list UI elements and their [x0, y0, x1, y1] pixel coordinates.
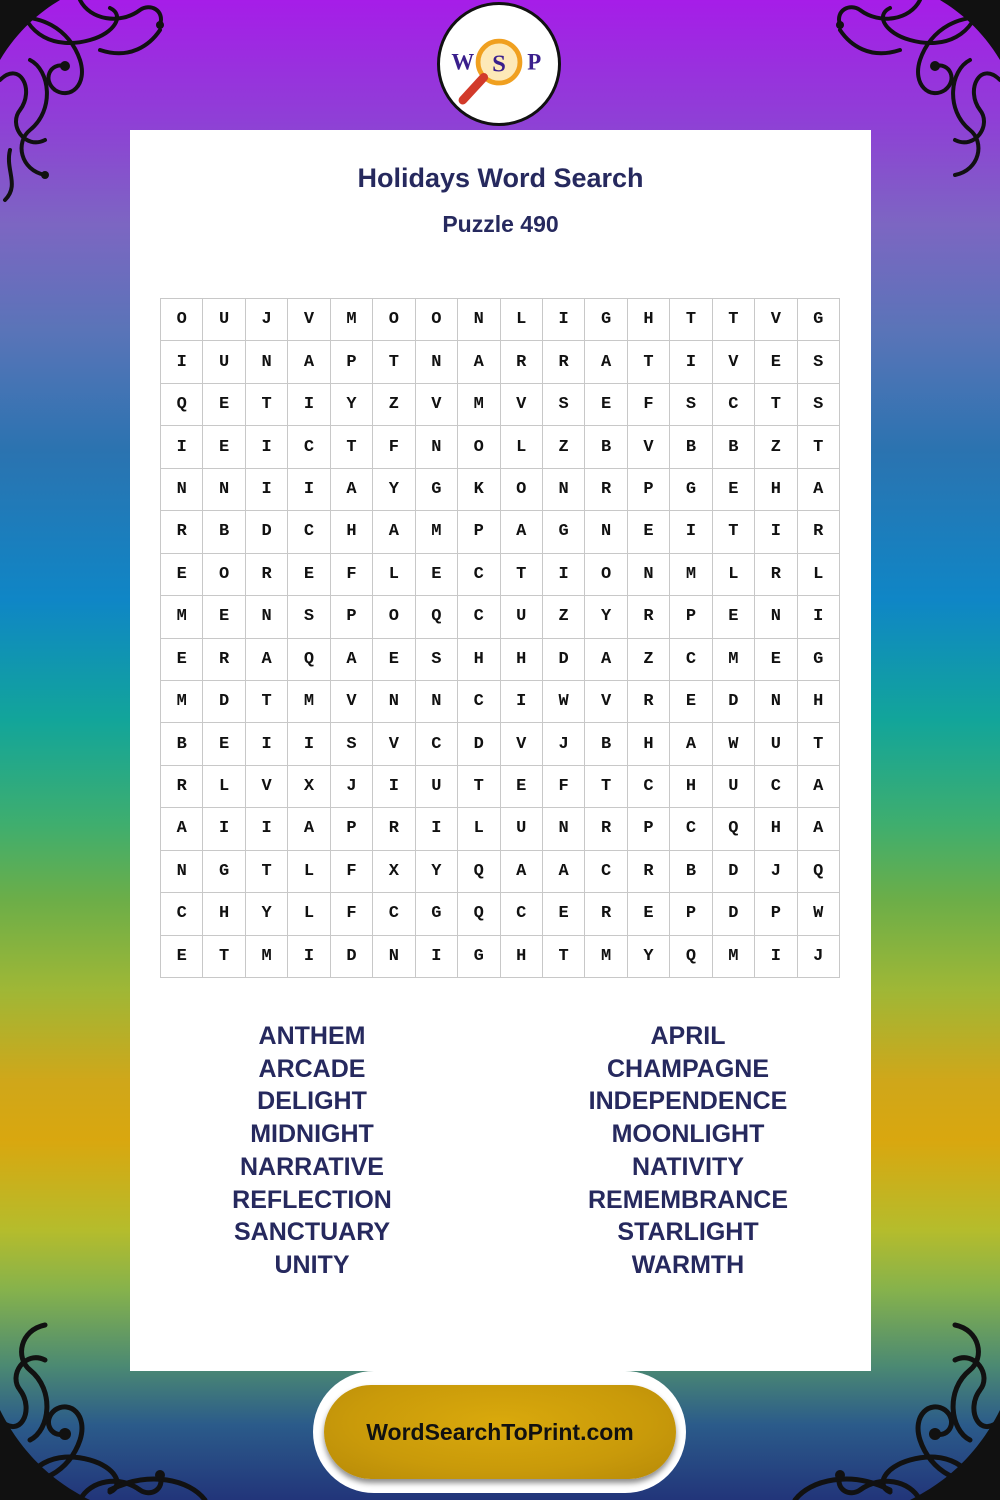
grid-cell[interactable]: E	[203, 596, 245, 638]
grid-cell[interactable]: L	[203, 766, 245, 808]
puzzle-title: Holidays Word Search	[357, 163, 644, 193]
grid-cell[interactable]: T	[713, 511, 755, 553]
grid-cell[interactable]: O	[203, 554, 245, 596]
grid-cell[interactable]: A	[161, 808, 203, 850]
grid-cell[interactable]: L	[288, 893, 330, 935]
grid-cell[interactable]: P	[628, 469, 670, 511]
grid-cell[interactable]: G	[585, 299, 627, 341]
grid-cell[interactable]: E	[203, 384, 245, 426]
grid-cell[interactable]: N	[373, 681, 415, 723]
grid-cell[interactable]: T	[331, 426, 373, 468]
grid-cell[interactable]: I	[246, 723, 288, 765]
grid-cell[interactable]: S	[288, 596, 330, 638]
grid-cell[interactable]: M	[713, 936, 755, 978]
grid-cell[interactable]: A	[501, 511, 543, 553]
grid-cell[interactable]: I	[246, 808, 288, 850]
grid-cell[interactable]: V	[246, 766, 288, 808]
grid-cell[interactable]: A	[458, 341, 500, 383]
grid-cell[interactable]: E	[755, 639, 797, 681]
grid-cell[interactable]: X	[288, 766, 330, 808]
grid-cell[interactable]: V	[331, 681, 373, 723]
grid-cell[interactable]: K	[458, 469, 500, 511]
grid-cell[interactable]: E	[543, 893, 585, 935]
magnifier-icon	[440, 5, 558, 123]
grid-cell[interactable]: V	[713, 341, 755, 383]
grid-cell[interactable]: V	[501, 384, 543, 426]
grid-cell[interactable]: L	[798, 554, 840, 596]
grid-cell[interactable]: Y	[246, 893, 288, 935]
grid-cell[interactable]: E	[670, 681, 712, 723]
grid-cell[interactable]: R	[373, 808, 415, 850]
grid-cell[interactable]: D	[543, 639, 585, 681]
grid-cell[interactable]: I	[288, 384, 330, 426]
grid-cell[interactable]: L	[501, 299, 543, 341]
grid-cell[interactable]: N	[416, 426, 458, 468]
grid-cell[interactable]: R	[246, 554, 288, 596]
grid-cell[interactable]: G	[458, 936, 500, 978]
grid-cell[interactable]: A	[543, 851, 585, 893]
grid-cell[interactable]: Y	[416, 851, 458, 893]
grid-cell[interactable]: S	[670, 384, 712, 426]
word-item: MIDNIGHT	[250, 1120, 374, 1149]
grid-cell[interactable]: G	[798, 639, 840, 681]
grid-cell[interactable]: T	[373, 341, 415, 383]
grid-cell[interactable]: V	[416, 384, 458, 426]
grid-cell[interactable]: T	[246, 384, 288, 426]
grid-cell[interactable]: E	[161, 554, 203, 596]
grid-cell[interactable]: Y	[585, 596, 627, 638]
grid-cell[interactable]: C	[458, 681, 500, 723]
grid-cell[interactable]: I	[501, 681, 543, 723]
grid-cell[interactable]: T	[203, 936, 245, 978]
grid-cell[interactable]: N	[416, 341, 458, 383]
grid-cell[interactable]: T	[670, 299, 712, 341]
grid-cell[interactable]: Е	[628, 893, 670, 935]
grid-cell[interactable]: C	[755, 766, 797, 808]
grid-cell[interactable]: C	[458, 554, 500, 596]
word-item: APRIL	[650, 1022, 726, 1050]
grid-cell[interactable]: D	[713, 681, 755, 723]
grid-cell[interactable]: Q	[670, 936, 712, 978]
grid-cell[interactable]: N	[585, 511, 627, 553]
grid-cell[interactable]: O	[416, 299, 458, 341]
grid-cell[interactable]: Z	[543, 426, 585, 468]
grid-cell[interactable]: E	[416, 554, 458, 596]
grid-cell[interactable]: M	[288, 681, 330, 723]
grid-cell[interactable]: W	[543, 681, 585, 723]
grid-cell[interactable]: E	[288, 554, 330, 596]
grid-cell[interactable]: D	[203, 681, 245, 723]
grid-cell[interactable]: F	[331, 851, 373, 893]
grid-cell[interactable]: M	[161, 596, 203, 638]
grid-cell[interactable]: B	[713, 426, 755, 468]
grid-cell[interactable]: N	[161, 851, 203, 893]
grid-cell[interactable]: Z	[373, 384, 415, 426]
grid-cell[interactable]: R	[628, 596, 670, 638]
grid-cell[interactable]: I	[755, 936, 797, 978]
grid-cell[interactable]: G	[670, 469, 712, 511]
grid-cell[interactable]: J	[798, 936, 840, 978]
grid-cell[interactable]: L	[458, 808, 500, 850]
grid-cell[interactable]: Q	[458, 851, 500, 893]
grid-cell[interactable]: H	[331, 511, 373, 553]
grid-cell[interactable]: I	[288, 469, 330, 511]
grid-cell[interactable]: P	[458, 511, 500, 553]
grid-cell[interactable]: N	[161, 469, 203, 511]
grid-cell[interactable]: H	[501, 936, 543, 978]
grid-cell[interactable]: I	[670, 341, 712, 383]
grid-cell[interactable]: C	[161, 893, 203, 935]
word-item: UNITY	[274, 1250, 350, 1279]
grid-cell[interactable]: U	[713, 766, 755, 808]
grid-cell[interactable]: F	[628, 384, 670, 426]
grid-cell[interactable]: M	[585, 936, 627, 978]
grid-cell[interactable]: E	[203, 426, 245, 468]
grid-cell[interactable]: F	[331, 554, 373, 596]
grid-cell[interactable]: D	[331, 936, 373, 978]
grid-cell[interactable]: D	[713, 893, 755, 935]
grid-cell[interactable]: A	[288, 341, 330, 383]
grid-cell[interactable]: F	[373, 426, 415, 468]
grid-cell[interactable]: C	[713, 384, 755, 426]
grid-cell[interactable]: V	[628, 426, 670, 468]
grid-cell[interactable]: D	[246, 511, 288, 553]
grid-cell[interactable]: A	[798, 469, 840, 511]
grid-cell[interactable]: E	[628, 511, 670, 553]
grid-cell[interactable]: E	[585, 384, 627, 426]
grid-cell[interactable]: T	[755, 384, 797, 426]
grid-cell[interactable]: E	[755, 341, 797, 383]
grid-cell[interactable]: T	[246, 681, 288, 723]
word-item: INDEPENDENCE	[588, 1087, 788, 1116]
grid-cell[interactable]: E	[713, 469, 755, 511]
grid-cell[interactable]: R	[161, 766, 203, 808]
grid-cell[interactable]: C	[585, 851, 627, 893]
puzzle-card	[130, 130, 871, 1371]
grid-cell[interactable]: N	[246, 596, 288, 638]
grid-cell[interactable]: Y	[373, 469, 415, 511]
grid-cell[interactable]: V	[373, 723, 415, 765]
grid-cell[interactable]: Q	[161, 384, 203, 426]
grid-cell[interactable]: T	[713, 299, 755, 341]
grid-cell[interactable]: A	[585, 341, 627, 383]
grid-cell[interactable]: O	[585, 554, 627, 596]
grid-cell[interactable]: S	[798, 341, 840, 383]
grid-cell[interactable]: I	[246, 426, 288, 468]
grid-cell[interactable]: O	[161, 299, 203, 341]
grid-cell[interactable]: T	[246, 851, 288, 893]
grid-cell[interactable]: A	[331, 639, 373, 681]
grid-cell[interactable]: R	[798, 511, 840, 553]
word-item: MOONLIGHT	[611, 1120, 765, 1149]
grid-cell[interactable]: A	[585, 639, 627, 681]
word-item: CHAMPAGNE	[606, 1054, 770, 1083]
grid-cell[interactable]: M	[416, 511, 458, 553]
grid-cell[interactable]: N	[755, 596, 797, 638]
grid-cell[interactable]: T	[543, 936, 585, 978]
grid-cell[interactable]: I	[246, 469, 288, 511]
grid-cell[interactable]: R	[628, 681, 670, 723]
grid-cell[interactable]: N	[628, 554, 670, 596]
grid-cell[interactable]: J	[543, 723, 585, 765]
grid-cell[interactable]: N	[373, 936, 415, 978]
grid-cell[interactable]: I	[373, 766, 415, 808]
grid-cell[interactable]: A	[798, 766, 840, 808]
grid-cell[interactable]: J	[246, 299, 288, 341]
grid-cell[interactable]: I	[543, 554, 585, 596]
grid-cell[interactable]: Q	[713, 808, 755, 850]
grid-cell[interactable]: A	[373, 511, 415, 553]
grid-cell[interactable]: A	[501, 851, 543, 893]
grid-cell[interactable]: U	[203, 341, 245, 383]
grid-cell[interactable]: R	[501, 341, 543, 383]
grid-cell[interactable]: C	[288, 426, 330, 468]
grid-cell[interactable]: I	[416, 808, 458, 850]
grid-cell[interactable]: N	[458, 299, 500, 341]
grid-cell[interactable]: O	[458, 426, 500, 468]
grid-cell[interactable]: U	[203, 299, 245, 341]
grid-cell[interactable]: L	[713, 554, 755, 596]
grid-cell[interactable]: O	[373, 596, 415, 638]
grid-cell[interactable]: Y	[331, 384, 373, 426]
grid-cell[interactable]: E	[501, 766, 543, 808]
grid-cell[interactable]: I	[161, 426, 203, 468]
logo-letter-p: P	[527, 49, 542, 75]
grid-cell[interactable]: J	[331, 766, 373, 808]
grid-cell[interactable]: S	[331, 723, 373, 765]
grid-cell[interactable]: T	[501, 554, 543, 596]
word-item: WARMTH	[631, 1250, 745, 1279]
grid-cell[interactable]: A	[246, 639, 288, 681]
grid-cell[interactable]: P	[755, 893, 797, 935]
grid-cell[interactable]: C	[373, 893, 415, 935]
grid-cell[interactable]: A	[288, 808, 330, 850]
grid-cell[interactable]: N	[755, 681, 797, 723]
grid-cell[interactable]: W	[798, 893, 840, 935]
grid-cell[interactable]: H	[755, 469, 797, 511]
grid-cell[interactable]: F	[331, 893, 373, 935]
grid-cell[interactable]: M	[331, 299, 373, 341]
grid-cell[interactable]: P	[670, 596, 712, 638]
word-item: STARLIGHT	[617, 1218, 759, 1247]
grid-cell[interactable]: P	[670, 893, 712, 935]
word-item: DELIGHT	[257, 1087, 367, 1116]
grid-cell[interactable]: T	[628, 341, 670, 383]
grid-cell[interactable]: I	[288, 936, 330, 978]
grid-cell[interactable]: L	[288, 851, 330, 893]
grid-cell[interactable]: D	[713, 851, 755, 893]
grid-cell[interactable]: G	[543, 511, 585, 553]
grid-cell[interactable]: X	[373, 851, 415, 893]
grid-cell[interactable]: G	[416, 893, 458, 935]
grid-cell[interactable]: A	[798, 808, 840, 850]
word-item: NARRATIVE	[240, 1152, 384, 1181]
grid-cell[interactable]: B	[585, 723, 627, 765]
grid-cell[interactable]: I	[798, 596, 840, 638]
grid-cell[interactable]: B	[161, 723, 203, 765]
grid-cell[interactable]: G	[798, 299, 840, 341]
grid-cell[interactable]: G	[203, 851, 245, 893]
grid-cell[interactable]: N	[543, 469, 585, 511]
grid-cell[interactable]: I	[670, 511, 712, 553]
grid-cell[interactable]: E	[713, 596, 755, 638]
grid-cell[interactable]: P	[331, 808, 373, 850]
grid-cell[interactable]: T	[798, 426, 840, 468]
word-item: NATIVITY	[631, 1152, 745, 1181]
grid-cell[interactable]: R	[161, 511, 203, 553]
grid-cell[interactable]: W	[713, 723, 755, 765]
grid-cell[interactable]: Y	[628, 936, 670, 978]
grid-cell[interactable]: R	[543, 341, 585, 383]
grid-cell[interactable]: T	[585, 766, 627, 808]
grid-cell[interactable]: E	[373, 639, 415, 681]
grid-cell[interactable]: H	[203, 893, 245, 935]
grid-cell[interactable]: S	[798, 384, 840, 426]
grid-cell[interactable]: Q	[798, 851, 840, 893]
grid-cell[interactable]: U	[501, 808, 543, 850]
grid-cell[interactable]: C	[458, 596, 500, 638]
word-item: REFLECTION	[232, 1185, 392, 1214]
puzzle-number: Puzzle 490	[442, 211, 559, 237]
grid-cell[interactable]: I	[416, 936, 458, 978]
grid-cell[interactable]: U	[755, 723, 797, 765]
grid-cell[interactable]: R	[755, 554, 797, 596]
word-list-left	[162, 1020, 462, 1282]
grid-cell[interactable]: O	[373, 299, 415, 341]
grid-cell[interactable]: M	[246, 936, 288, 978]
grid-cell[interactable]: F	[543, 766, 585, 808]
grid-cell[interactable]: E	[161, 936, 203, 978]
grid-cell[interactable]: L	[501, 426, 543, 468]
grid-cell[interactable]: N	[416, 681, 458, 723]
grid-cell[interactable]: R	[203, 639, 245, 681]
grid-cell[interactable]: Q	[458, 893, 500, 935]
grid-cell[interactable]: C	[501, 893, 543, 935]
grid-cell[interactable]: M	[713, 639, 755, 681]
grid-cell[interactable]: H	[798, 681, 840, 723]
word-list-right	[538, 1020, 838, 1282]
grid-cell[interactable]: H	[628, 299, 670, 341]
grid-cell[interactable]: S	[543, 384, 585, 426]
grid-cell[interactable]: C	[416, 723, 458, 765]
grid-cell[interactable]: Q	[288, 639, 330, 681]
grid-cell[interactable]: U	[416, 766, 458, 808]
website-button[interactable]	[324, 1385, 676, 1479]
grid-cell[interactable]: O	[501, 469, 543, 511]
grid-cell[interactable]: P	[331, 341, 373, 383]
grid-cell[interactable]: N	[246, 341, 288, 383]
grid-cell[interactable]: M	[161, 681, 203, 723]
word-item: REMEMBRANCE	[588, 1185, 788, 1214]
grid-cell[interactable]: D	[458, 723, 500, 765]
grid-cell[interactable]: C	[670, 808, 712, 850]
grid-cell[interactable]: B	[670, 426, 712, 468]
grid-cell[interactable]: Z	[628, 639, 670, 681]
website-label: WordSearchToPrint.com	[366, 1418, 634, 1445]
grid-cell[interactable]: I	[203, 808, 245, 850]
grid-cell[interactable]: V	[755, 299, 797, 341]
word-item: ARCADE	[258, 1054, 366, 1083]
grid-cell[interactable]: P	[628, 808, 670, 850]
grid-cell[interactable]: H	[628, 723, 670, 765]
grid-cell[interactable]: B	[670, 851, 712, 893]
grid-cell[interactable]: N	[203, 469, 245, 511]
grid-cell[interactable]: T	[458, 766, 500, 808]
grid-cell[interactable]: R	[585, 469, 627, 511]
grid-cell[interactable]: A	[670, 723, 712, 765]
grid-cell[interactable]: M	[670, 554, 712, 596]
grid-cell[interactable]: H	[501, 639, 543, 681]
grid-cell[interactable]: H	[670, 766, 712, 808]
grid-cell[interactable]: U	[501, 596, 543, 638]
grid-cell[interactable]: Z	[755, 426, 797, 468]
wsp-logo[interactable]	[437, 2, 561, 126]
grid-cell[interactable]: V	[585, 681, 627, 723]
word-item: ANTHEM	[258, 1022, 366, 1050]
grid-cell[interactable]: B	[203, 511, 245, 553]
grid-cell[interactable]: R	[585, 808, 627, 850]
grid-cell[interactable]: G	[416, 469, 458, 511]
grid-cell[interactable]: P	[331, 596, 373, 638]
grid-cell[interactable]: Z	[543, 596, 585, 638]
grid-cell[interactable]: L	[373, 554, 415, 596]
grid-cell[interactable]: C	[628, 766, 670, 808]
grid-cell[interactable]: R	[628, 851, 670, 893]
logo-letter-s: S	[492, 50, 506, 78]
grid-cell[interactable]: V	[501, 723, 543, 765]
grid-cell[interactable]: C	[670, 639, 712, 681]
grid-cell[interactable]: I	[755, 511, 797, 553]
grid-cell[interactable]: I	[288, 723, 330, 765]
grid-cell[interactable]: S	[416, 639, 458, 681]
grid-cell[interactable]: E	[161, 639, 203, 681]
grid-cell[interactable]: M	[458, 384, 500, 426]
grid-cell[interactable]: A	[331, 469, 373, 511]
grid-cell[interactable]: N	[543, 808, 585, 850]
grid-cell[interactable]: H	[755, 808, 797, 850]
letter-grid	[160, 298, 840, 978]
grid-cell[interactable]: V	[288, 299, 330, 341]
grid-cell[interactable]: I	[543, 299, 585, 341]
grid-cell[interactable]: R	[585, 893, 627, 935]
grid-cell[interactable]: H	[458, 639, 500, 681]
grid-cell[interactable]: J	[755, 851, 797, 893]
grid-cell[interactable]: B	[585, 426, 627, 468]
word-item: SANCTUARY	[233, 1218, 391, 1247]
logo-letter-w: W	[451, 49, 475, 75]
grid-cell[interactable]: C	[288, 511, 330, 553]
grid-cell[interactable]: I	[161, 341, 203, 383]
grid-cell[interactable]: T	[798, 723, 840, 765]
grid-cell[interactable]: Q	[416, 596, 458, 638]
grid-cell[interactable]: E	[203, 723, 245, 765]
